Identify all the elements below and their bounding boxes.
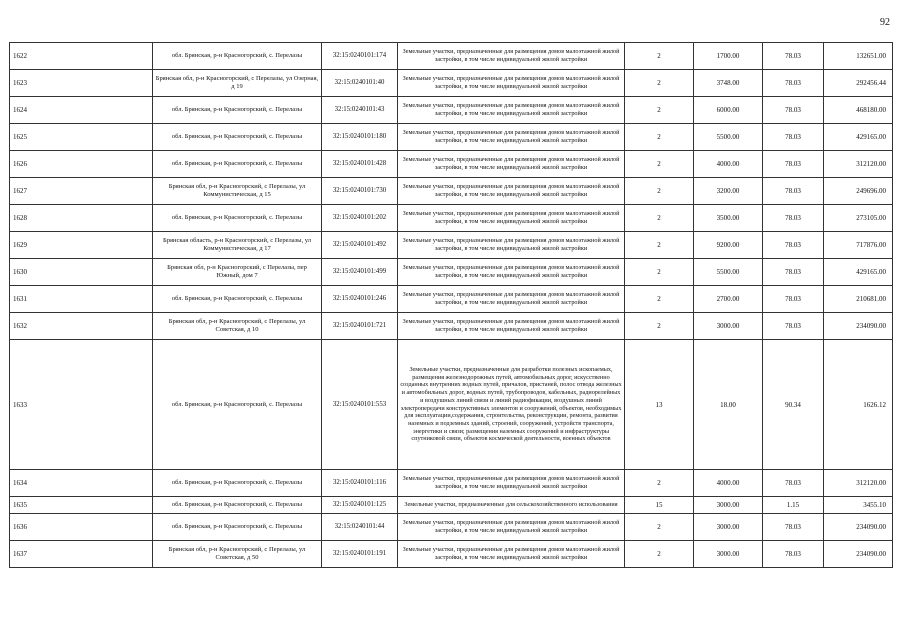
cell-area: 3748.00 <box>694 70 763 97</box>
cell-value: 429165.00 <box>824 124 893 151</box>
table-row <box>10 151 893 178</box>
cell-area: 9200.00 <box>694 232 763 259</box>
cell-address: Брянская обл, р-н Красногорский, с Перелазы, ул Советская, д 10 <box>153 313 322 340</box>
cell-value: 717876.00 <box>824 232 893 259</box>
cell-number: 1622 <box>10 43 153 70</box>
table-row <box>10 43 893 70</box>
cell-group: 2 <box>625 470 694 497</box>
cell-area: 18.00 <box>694 340 763 470</box>
cell-cadastral-number: 32:15:0240101:44 <box>322 514 398 541</box>
cell-number: 1637 <box>10 541 153 568</box>
cell-address: Брянская обл, р-н Красногорский, с Перелазы, ул Озерная, д 19 <box>153 70 322 97</box>
cell-land-use: Земельные участки, предназначенные для сельскохозяйственного использования <box>398 497 625 514</box>
cell-rate: 78.03 <box>763 43 824 70</box>
cell-area: 5500.00 <box>694 124 763 151</box>
cell-group: 2 <box>625 232 694 259</box>
cell-land-use: Земельные участки, предназначенные для размещения домов малоэтажной жилой застройки, в том числе индивидуальной жилой застройки <box>398 541 625 568</box>
cell-area: 5500.00 <box>694 259 763 286</box>
cell-value: 1626.12 <box>824 340 893 470</box>
cell-number: 1631 <box>10 286 153 313</box>
cell-value: 234090.00 <box>824 514 893 541</box>
cell-address: обл. Брянская, р-н Красногорский, с. Перелазы <box>153 286 322 313</box>
cell-cadastral-number: 32:15:0240101:202 <box>322 205 398 232</box>
table-row <box>10 97 893 124</box>
cell-rate: 78.03 <box>763 259 824 286</box>
cell-land-use: Земельные участки, предназначенные для размещения домов малоэтажной жилой застройки, в том числе индивидуальной жилой застройки <box>398 313 625 340</box>
page-number: 92 <box>880 17 890 28</box>
cell-rate: 78.03 <box>763 97 824 124</box>
cell-group: 2 <box>625 151 694 178</box>
cell-number: 1624 <box>10 97 153 124</box>
cell-group: 2 <box>625 286 694 313</box>
cell-group: 2 <box>625 70 694 97</box>
cell-address: Брянская обл, р-н Красногорский, с Перелазы, пер Южный, дом 7 <box>153 259 322 286</box>
cell-land-use: Земельные участки, предназначенные для размещения домов малоэтажной жилой застройки, в том числе индивидуальной жилой застройки <box>398 259 625 286</box>
cell-area: 6000.00 <box>694 97 763 124</box>
cell-land-use: Земельные участки, предназначенные для размещения домов малоэтажной жилой застройки, в том числе индивидуальной жилой застройки <box>398 178 625 205</box>
cell-cadastral-number: 32:15:0240101:730 <box>322 178 398 205</box>
cell-number: 1626 <box>10 151 153 178</box>
cell-value: 468180.00 <box>824 97 893 124</box>
table-row <box>10 286 893 313</box>
cell-value: 312120.00 <box>824 470 893 497</box>
cell-value: 234090.00 <box>824 541 893 568</box>
cell-number: 1627 <box>10 178 153 205</box>
cell-cadastral-number: 32:15:0240101:428 <box>322 151 398 178</box>
cell-value: 273105.00 <box>824 205 893 232</box>
cell-value: 234090.00 <box>824 313 893 340</box>
cell-group: 2 <box>625 259 694 286</box>
cell-number: 1634 <box>10 470 153 497</box>
cell-number: 1628 <box>10 205 153 232</box>
cell-address: обл. Брянская, р-н Красногорский, с. Перелазы <box>153 97 322 124</box>
cell-land-use: Земельные участки, предназначенные для размещения домов малоэтажной жилой застройки, в том числе индивидуальной жилой застройки <box>398 151 625 178</box>
table-row <box>10 470 893 497</box>
cell-cadastral-number: 32:15:0240101:43 <box>322 97 398 124</box>
cell-value: 429165.00 <box>824 259 893 286</box>
cell-group: 2 <box>625 43 694 70</box>
cell-address: обл. Брянская, р-н Красногорский, с. Перелазы <box>153 205 322 232</box>
cell-value: 292456.44 <box>824 70 893 97</box>
cell-rate: 78.03 <box>763 541 824 568</box>
cell-value: 249696.00 <box>824 178 893 205</box>
cell-area: 3000.00 <box>694 541 763 568</box>
cell-rate: 78.03 <box>763 514 824 541</box>
cell-group: 15 <box>625 497 694 514</box>
table-row <box>10 497 893 514</box>
cadastral-table <box>9 42 893 568</box>
cell-rate: 78.03 <box>763 178 824 205</box>
cell-group: 2 <box>625 124 694 151</box>
cell-rate: 1.15 <box>763 497 824 514</box>
cell-cadastral-number: 32:15:0240101:721 <box>322 313 398 340</box>
cell-address: Брянская обл, р-н Красногорский, с Перелазы, ул Советская, д 50 <box>153 541 322 568</box>
cell-address: Брянская обл, р-н Красногорский, с Перелазы, ул Коммунистическая, д 15 <box>153 178 322 205</box>
cell-number: 1623 <box>10 70 153 97</box>
cell-land-use: Земельные участки, предназначенные для размещения домов малоэтажной жилой застройки, в том числе индивидуальной жилой застройки <box>398 70 625 97</box>
cell-number: 1630 <box>10 259 153 286</box>
cell-rate: 78.03 <box>763 151 824 178</box>
cell-land-use: Земельные участки, предназначенные для размещения домов малоэтажной жилой застройки, в том числе индивидуальной жилой застройки <box>398 470 625 497</box>
cell-area: 1700.00 <box>694 43 763 70</box>
cell-rate: 90.34 <box>763 340 824 470</box>
cell-land-use: Земельные участки, предназначенные для размещения домов малоэтажной жилой застройки, в том числе индивидуальной жилой застройки <box>398 43 625 70</box>
cell-rate: 78.03 <box>763 286 824 313</box>
cell-address: обл. Брянская, р-н Красногорский, с. Перелазы <box>153 470 322 497</box>
cell-cadastral-number: 32:15:0240101:125 <box>322 497 398 514</box>
cell-land-use: Земельные участки, предназначенные для размещения домов малоэтажной жилой застройки, в том числе индивидуальной жилой застройки <box>398 97 625 124</box>
cell-rate: 78.03 <box>763 232 824 259</box>
cell-area: 3000.00 <box>694 497 763 514</box>
cell-value: 132651.00 <box>824 43 893 70</box>
cell-rate: 78.03 <box>763 124 824 151</box>
table-row <box>10 178 893 205</box>
table-row <box>10 259 893 286</box>
cell-area: 3000.00 <box>694 313 763 340</box>
cell-address: обл. Брянская, р-н Красногорский, с. Перелазы <box>153 43 322 70</box>
table-row <box>10 70 893 97</box>
cell-group: 2 <box>625 205 694 232</box>
cell-number: 1625 <box>10 124 153 151</box>
cell-cadastral-number: 32:15:0240101:191 <box>322 541 398 568</box>
cell-land-use: Земельные участки, предназначенные для размещения домов малоэтажной жилой застройки, в том числе индивидуальной жилой застройки <box>398 232 625 259</box>
table-row <box>10 205 893 232</box>
cell-rate: 78.03 <box>763 205 824 232</box>
cell-cadastral-number: 32:15:0240101:553 <box>322 340 398 470</box>
cell-value: 210681.00 <box>824 286 893 313</box>
table-row <box>10 232 893 259</box>
cell-address: обл. Брянская, р-н Красногорский, с. Перелазы <box>153 497 322 514</box>
cell-group: 2 <box>625 541 694 568</box>
cell-cadastral-number: 32:15:0240101:116 <box>322 470 398 497</box>
cell-address: обл. Брянская, р-н Красногорский, с. Перелазы <box>153 340 322 470</box>
cell-land-use: Земельные участки, предназначенные для размещения домов малоэтажной жилой застройки, в том числе индивидуальной жилой застройки <box>398 514 625 541</box>
cell-cadastral-number: 32:15:0240101:492 <box>322 232 398 259</box>
table-row <box>10 124 893 151</box>
table-row <box>10 541 893 568</box>
cell-land-use: Земельные участки, предназначенные для размещения домов малоэтажной жилой застройки, в том числе индивидуальной жилой застройки <box>398 124 625 151</box>
cell-number: 1635 <box>10 497 153 514</box>
cell-cadastral-number: 32:15:0240101:499 <box>322 259 398 286</box>
cell-cadastral-number: 32:15:0240101:174 <box>322 43 398 70</box>
cell-area: 3500.00 <box>694 205 763 232</box>
cell-area: 2700.00 <box>694 286 763 313</box>
cell-group: 2 <box>625 97 694 124</box>
cell-group: 2 <box>625 178 694 205</box>
cell-area: 4000.00 <box>694 151 763 178</box>
table-row <box>10 313 893 340</box>
cell-number: 1633 <box>10 340 153 470</box>
cell-cadastral-number: 32:15:0240101:180 <box>322 124 398 151</box>
cell-value: 312120.00 <box>824 151 893 178</box>
cell-number: 1632 <box>10 313 153 340</box>
cell-land-use: Земельные участки, предназначенные для разработки полезных ископаемых, размещения железнодорожных путей, автомобильных дорог, искусственно созданных внутренних водных путей, причалов, пристаней, полос отвода железных и автомобильных дорог, водных путей, трубопроводов, кабельных, радиорелейных и воздушных линий связи и линий радиофикации, воздушных линий электропередачи конструктивных элементов и сооружений, объектов, необходимых для эксплуатации,содержания, строительства, реконструкции, ремонта, развития наземных и подземных зданий, строений, сооружений, устройств транспорта, энергетики и связи; размещения наземных сооружений и инфраструктуры спутниковой связи, объектов космической деятельности, военных объектов <box>398 340 625 470</box>
cell-address: обл. Брянская, р-н Красногорский, с. Перелазы <box>153 151 322 178</box>
cell-group: 13 <box>625 340 694 470</box>
cell-address: обл. Брянская, р-н Красногорский, с. Перелазы <box>153 514 322 541</box>
table-row <box>10 514 893 541</box>
cell-cadastral-number: 32:15:0240101:40 <box>322 70 398 97</box>
cell-address: обл. Брянская, р-н Красногорский, с. Перелазы <box>153 124 322 151</box>
cell-area: 3000.00 <box>694 514 763 541</box>
cell-land-use: Земельные участки, предназначенные для размещения домов малоэтажной жилой застройки, в том числе индивидуальной жилой застройки <box>398 286 625 313</box>
cell-address: Брянская область, р-н Красногорский, с Перелазы, ул Коммунистическая, д 17 <box>153 232 322 259</box>
cell-number: 1629 <box>10 232 153 259</box>
cell-value: 3455.10 <box>824 497 893 514</box>
cell-rate: 78.03 <box>763 313 824 340</box>
cell-group: 2 <box>625 313 694 340</box>
cell-rate: 78.03 <box>763 470 824 497</box>
cell-area: 3200.00 <box>694 178 763 205</box>
table-row <box>10 340 893 470</box>
cell-number: 1636 <box>10 514 153 541</box>
cell-rate: 78.03 <box>763 70 824 97</box>
cell-land-use: Земельные участки, предназначенные для размещения домов малоэтажной жилой застройки, в том числе индивидуальной жилой застройки <box>398 205 625 232</box>
cell-group: 2 <box>625 514 694 541</box>
cell-cadastral-number: 32:15:0240101:246 <box>322 286 398 313</box>
cell-area: 4000.00 <box>694 470 763 497</box>
